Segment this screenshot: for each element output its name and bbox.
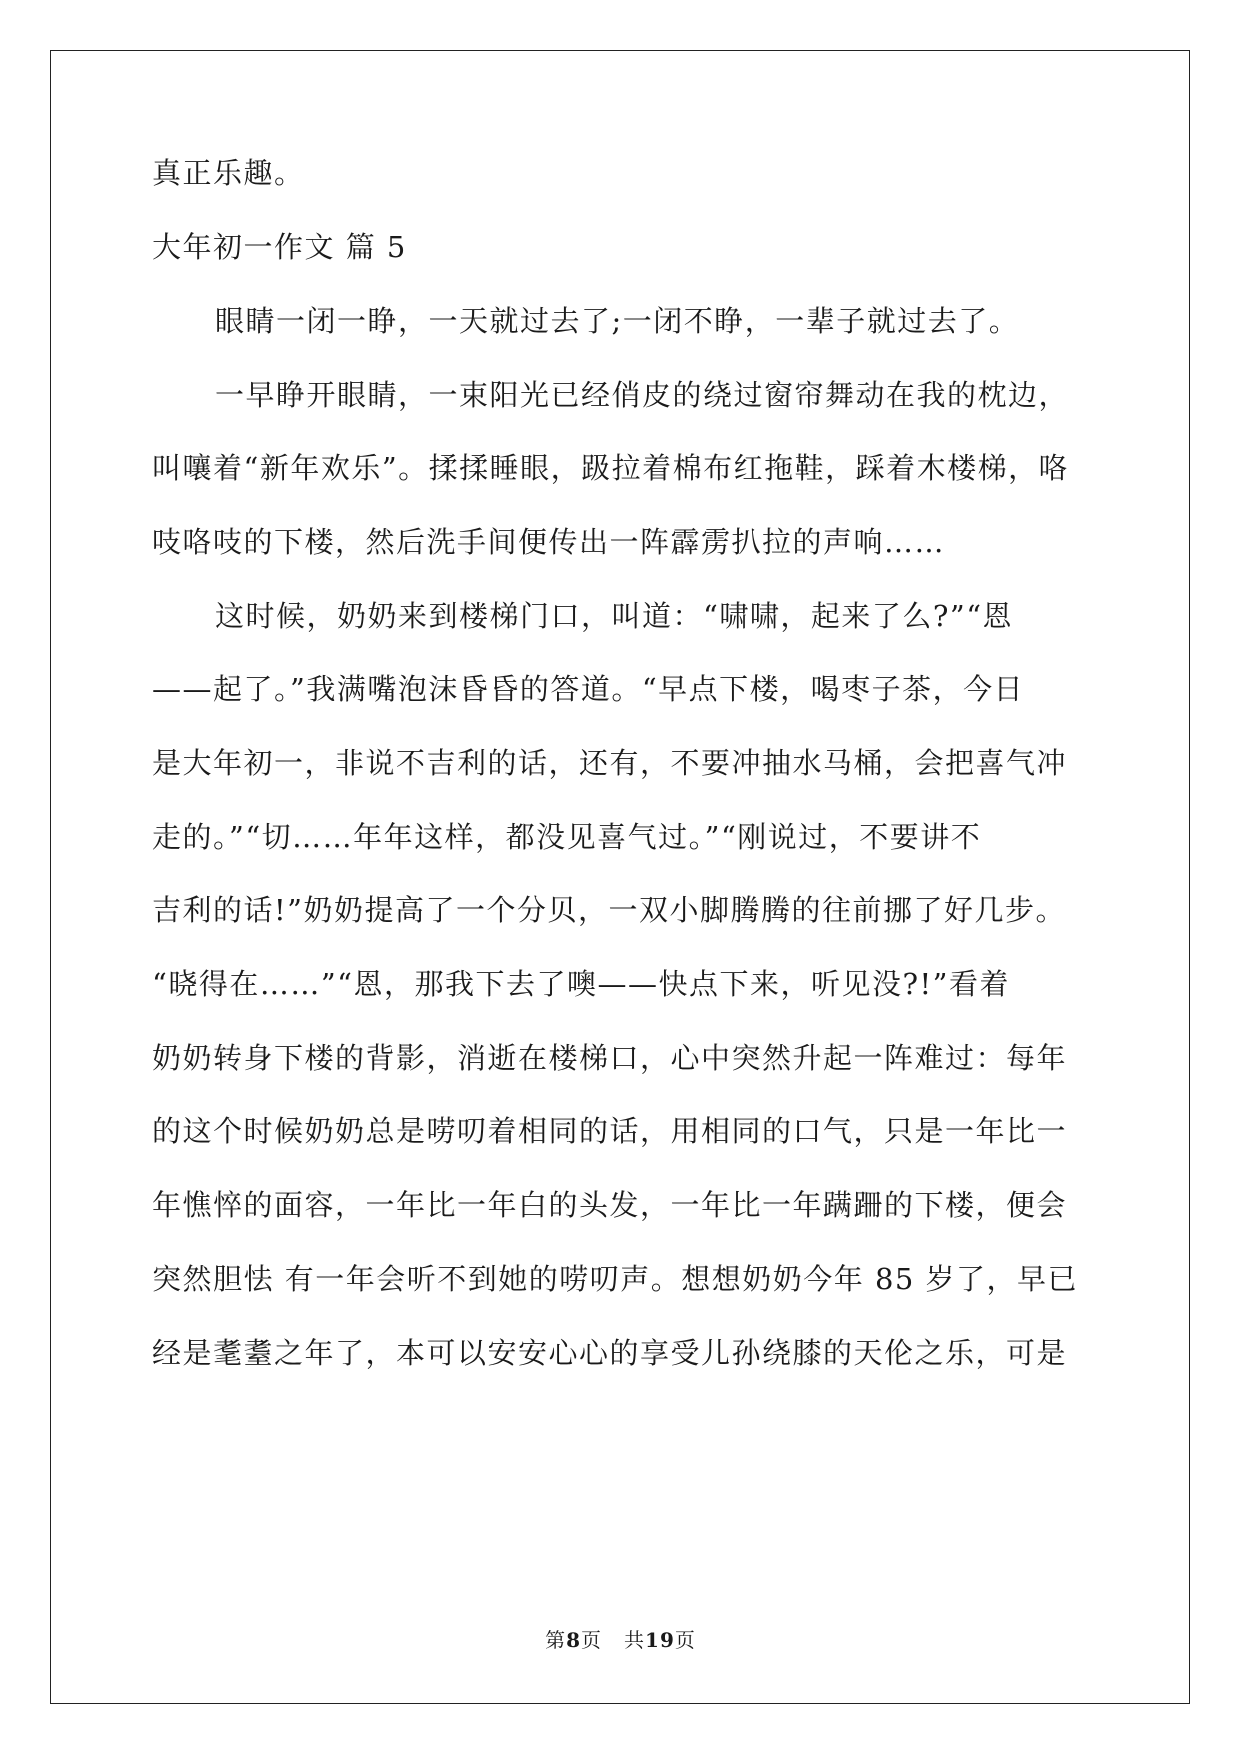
paragraph-3-line-3: 是大年初一，非说不吉利的话，还有，不要冲抽水马桶，会把喜气冲: [152, 746, 1068, 780]
paragraph-1-line-1: 眼睛一闭一睁，一天就过去了;一闭不睁，一辈子就过去了。: [215, 304, 1020, 338]
page-footer: [0, 1627, 1241, 1653]
page-suffix: 页: [581, 1628, 603, 1652]
paragraph-2-line-3: 吱咯吱的下楼，然后洗手间便传出一阵霹雳扒拉的声响……: [152, 525, 946, 559]
total-suffix: 页: [674, 1628, 696, 1652]
page-border: [50, 50, 1190, 1704]
paragraph-3-line-5: 吉利的话!”奶奶提高了一个分贝，一双小脚腾腾的往前挪了好几步。: [152, 893, 1066, 927]
paragraph-3-line-1: 这时候，奶奶来到楼梯门口，叫道：“啸啸，起来了么?”“恩: [215, 599, 1014, 633]
text-line-continuation: 真正乐趣。: [152, 156, 305, 190]
total-prefix: 共: [624, 1628, 646, 1652]
paragraph-3-line-7: 奶奶转身下楼的背影，消逝在楼梯口，心中突然升起一阵难过：每年: [152, 1041, 1068, 1075]
page-number: 8: [566, 1628, 582, 1652]
paragraph-3-line-10: 突然胆怯 有一年会听不到她的唠叨声。想想奶奶今年 85 岁了，早已: [152, 1262, 1079, 1296]
paragraph-3-line-6: “晓得在……”“恩，那我下去了噢——快点下来，听见没?!”看着: [152, 967, 1011, 1001]
paragraph-3-line-9: 年憔悴的面容，一年比一年白的头发，一年比一年蹒跚的下楼，便会: [152, 1188, 1068, 1222]
paragraph-3-line-2: ——起了。”我满嘴泡沫昏昏的答道。“早点下楼，喝枣子茶，今日: [152, 672, 1025, 706]
total-pages: 19: [645, 1628, 675, 1652]
paragraph-2-line-2: 叫嚷着“新年欢乐”。揉揉睡眼，趿拉着棉布红拖鞋，踩着木楼梯，咯: [152, 451, 1070, 485]
paragraph-3-line-8: 的这个时候奶奶总是唠叨着相同的话，用相同的口气，只是一年比一: [152, 1114, 1068, 1148]
page-prefix: 第: [545, 1628, 567, 1652]
paragraph-2-line-1: 一早睁开眼睛，一束阳光已经俏皮的绕过窗帘舞动在我的枕边，: [215, 378, 1070, 412]
paragraph-3-line-11: 经是耄耋之年了，本可以安安心心的享受儿孙绕膝的天伦之乐，可是: [152, 1336, 1068, 1370]
paragraph-3-line-4: 走的。”“切……年年这样，都没见喜气过。”“刚说过，不要讲不: [152, 820, 982, 854]
section-heading: 大年初一作文 篇 5: [152, 230, 407, 264]
